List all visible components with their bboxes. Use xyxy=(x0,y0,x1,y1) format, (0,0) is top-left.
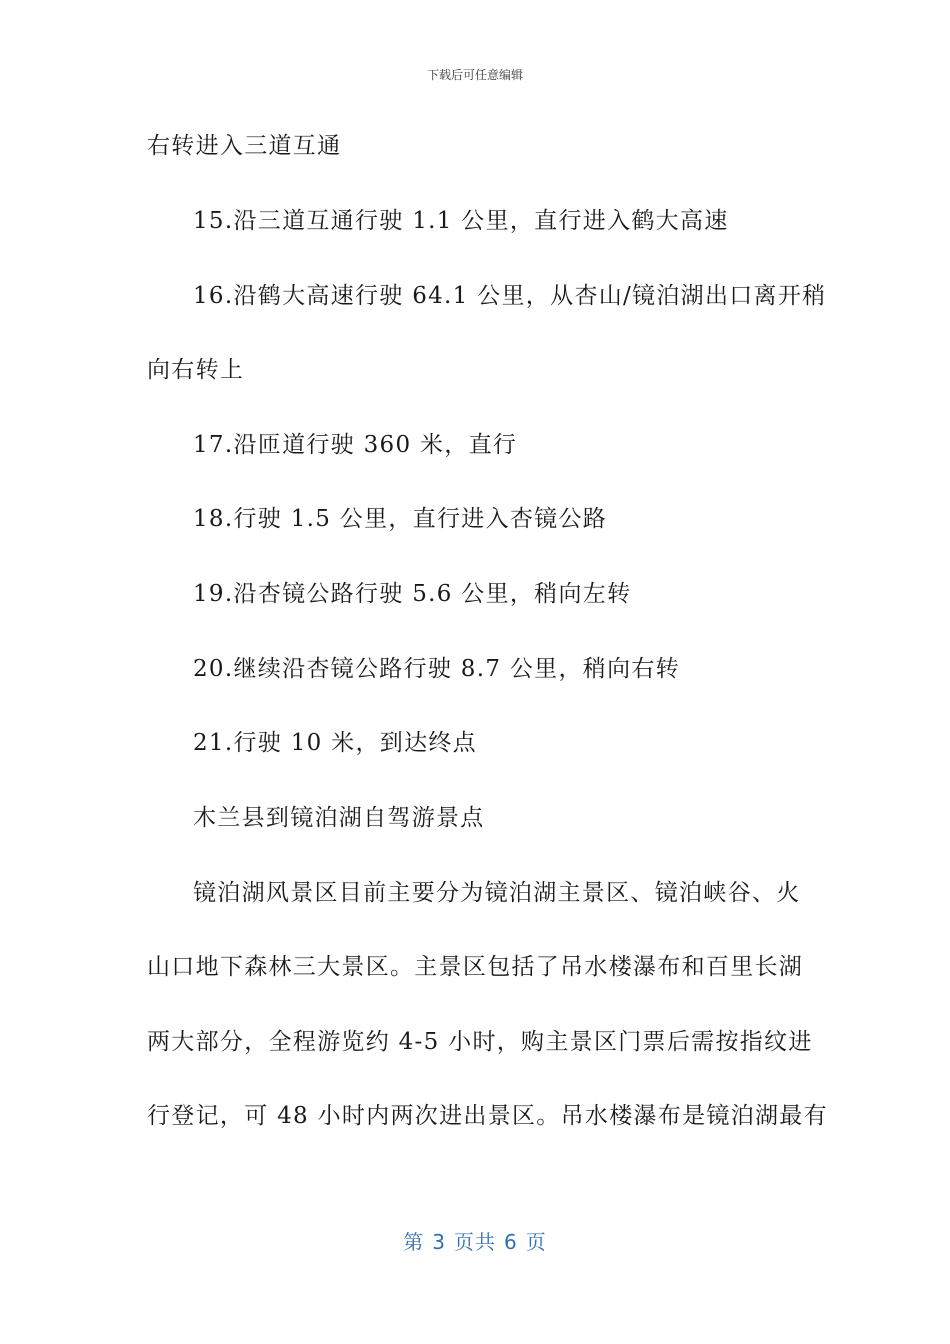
text-line: 17.沿匝道行驶 360 米，直行 xyxy=(193,432,518,458)
text-line: 向右转上 xyxy=(147,357,245,383)
page-footer xyxy=(0,1226,950,1255)
text-line: 右转进入三道互通 xyxy=(147,133,342,159)
footer-prefix: 第 xyxy=(403,1230,425,1254)
current-page-number: 3 xyxy=(432,1230,446,1254)
footer-suffix: 页 xyxy=(525,1230,547,1254)
text-line: 两大部分，全程游览约 4-5 小时，购主景区门票后需按指纹进 xyxy=(147,1029,813,1055)
text-line: 15.沿三道互通行驶 1.1 公里，直行进入鹤大高速 xyxy=(193,208,729,234)
text-line: 16.沿鹤大高速行驶 64.1 公里，从杏山/镜泊湖出口离开稍 xyxy=(193,283,827,309)
text-line: 18.行驶 1.5 公里，直行进入杏镜公路 xyxy=(193,506,608,532)
text-line: 行登记，可 48 小时内两次进出景区。吊水楼瀑布是镜泊湖最有 xyxy=(147,1103,828,1129)
text-line: 20.继续沿杏镜公路行驶 8.7 公里，稍向右转 xyxy=(193,656,680,682)
text-line: 21.行驶 10 米，到达终点 xyxy=(193,730,477,756)
text-line: 19.沿杏镜公路行驶 5.6 公里，稍向左转 xyxy=(193,581,632,607)
total-pages-number: 6 xyxy=(504,1230,518,1254)
section-heading: 木兰县到镜泊湖自驾游景点 xyxy=(193,805,485,831)
footer-middle: 页共 xyxy=(454,1230,496,1254)
text-line: 山口地下森林三大景区。主景区包括了吊水楼瀑布和百里长湖 xyxy=(147,954,804,980)
text-line: 镜泊湖风景区目前主要分为镜泊湖主景区、镜泊峡谷、火 xyxy=(193,880,801,906)
page-header-note: 下载后可任意编辑 xyxy=(426,68,523,82)
